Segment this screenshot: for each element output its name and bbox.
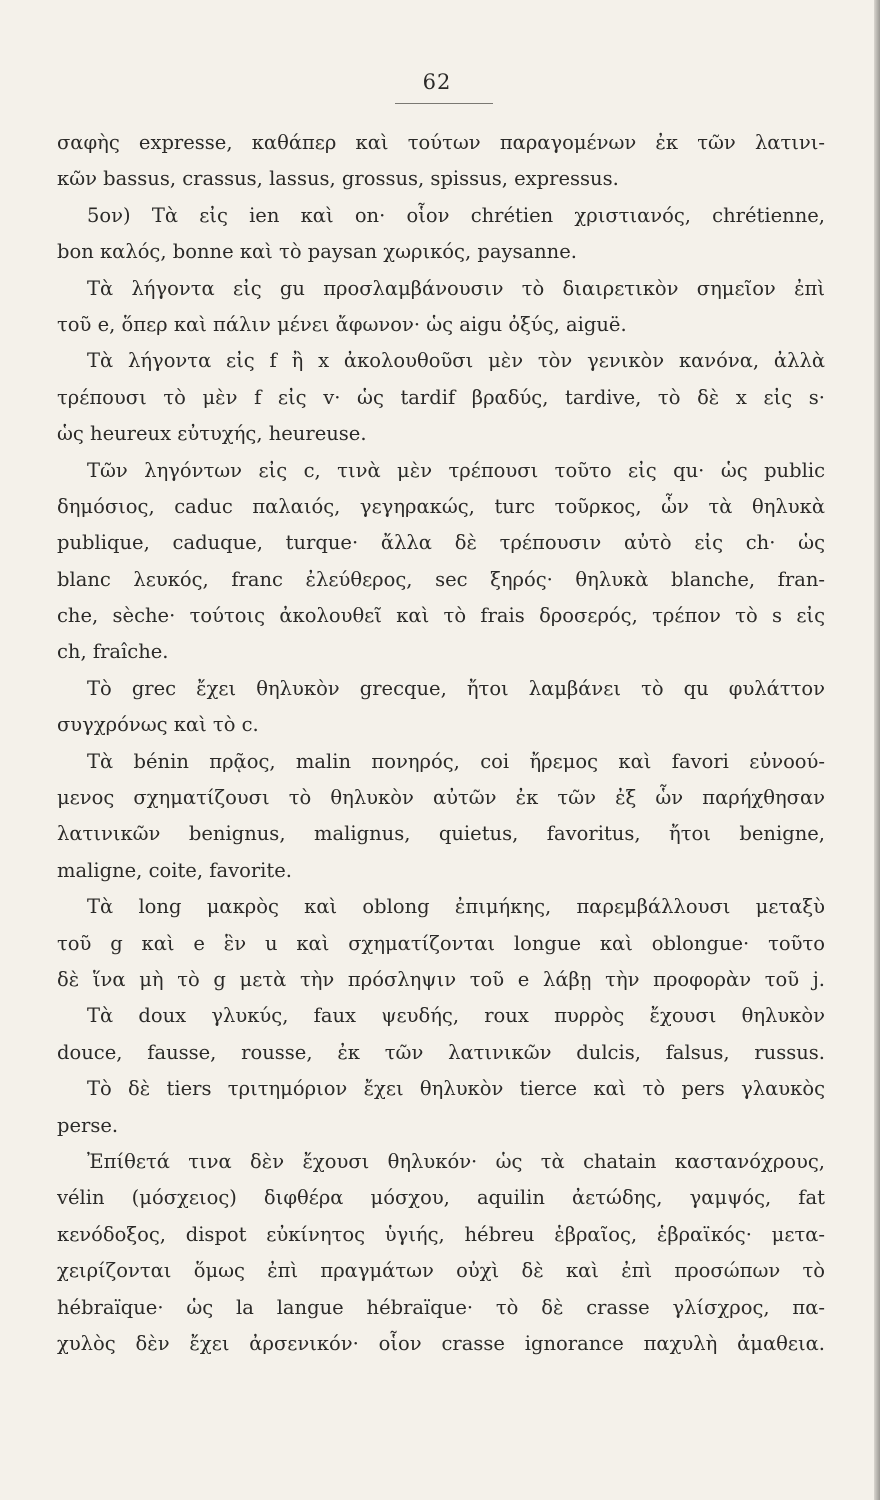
page-edge-shadow: [874, 0, 880, 1500]
text-line: λατινικῶν benignus, malignus, quietus, favoritus, ἤτοι benigne,: [57, 822, 825, 846]
text-line: Τῶν ληγόντων εἰς c, τινὰ μὲν τρέπουσι τοῦτο εἰς qu· ὡς public: [87, 458, 825, 482]
text-line: bon καλός, bonne καὶ τὸ paysan χωρικός, paysanne.: [57, 240, 577, 264]
text-line: Τὸ grec ἔχει θηλυκὸν grecque, ἤτοι λαμβάνει τὸ qu φυλάττον: [87, 676, 825, 700]
text-line: perse.: [57, 1113, 119, 1137]
text-line: χυλὸς δὲν ἔχει ἀρσενικόν· οἷον crasse ignorance παχυλὴ ἀμαθεια.: [57, 1331, 825, 1355]
text-line: ὡς heureux εὐτυχής, heureuse.: [57, 422, 367, 446]
body-text: [57, 125, 825, 1362]
text-line: 5ον) Τὰ εἰς ien καὶ on· οἷον chrétien χριστιανός, chrétienne,: [87, 203, 825, 227]
text-line: μενος σχηματίζουσι τὸ θηλυκὸν αὐτῶν ἐκ τῶν ἐξ ὧν παρήχθησαν: [57, 786, 825, 810]
text-line: χειρίζονται ὅμως ἐπὶ πραγμάτων οὐχὶ δὲ καὶ ἐπὶ προσώπων τὸ: [57, 1259, 825, 1283]
text-line: douce, fausse, rousse, ἐκ τῶν λατινικῶν dulcis, falsus, russus.: [57, 1040, 825, 1064]
text-line: Τὰ bénin πρᾷος, malin πονηρός, coi ἤρεμος καὶ favori εὐνοού-: [87, 749, 825, 773]
text-line: che, sèche· τούτοις ἀκολουθεῖ καὶ τὸ frais δροσερός, τρέπον τὸ s εἰς: [57, 604, 825, 628]
text-line: Τὰ λήγοντα εἰς f ἢ x ἀκολουθοῦσι μὲν τὸν γενικὸν κανόνα, ἀλλὰ: [87, 349, 825, 373]
text-line: blanc λευκός, franc ἐλεύθερος, sec ξηρός· θηλυκὰ blanche, fran-: [57, 567, 825, 591]
text-line: Τὰ long μακρὸς καὶ oblong ἐπιμήκης, παρεμβάλλουσι μεταξὺ: [87, 895, 825, 919]
text-line: ch, fraîche.: [57, 640, 169, 664]
text-line: Τὰ λήγοντα εἰς gu προσλαμβάνουσιν τὸ διαιρετικὸν σημεῖον ἐπὶ: [87, 276, 825, 300]
text-line: δημόσιος, caduc παλαιός, γεγηρακώς, turc τοῦρκος, ὧν τὰ θηλυκὰ: [57, 494, 825, 518]
text-line: Ἐπίθετά τινα δὲν ἔχουσι θηλυκόν· ὡς τὰ chatain καστανόχρους,: [87, 1149, 825, 1173]
text-line: maligne, coite, favorite.: [57, 858, 292, 882]
text-line: vélin (μόσχειος) διφθέρα μόσχου, aquilin ἀετώδης, γαμψός, fat: [57, 1186, 825, 1210]
text-line: κῶν bassus, crassus, lassus, grossus, spissus, expressus.: [57, 167, 619, 191]
page-number: 62: [422, 70, 452, 94]
text-line: τοῦ g καὶ e ἓν u καὶ σχηματίζονται longue καὶ oblongue· τοῦτο: [57, 931, 825, 955]
text-line: Τὰ doux γλυκύς, faux ψευδής, roux πυρρὸς ἔχουσι θηλυκὸν: [87, 1004, 825, 1028]
text-line: Τὸ δὲ tiers τριτημόριον ἔχει θηλυκὸν tierce καὶ τὸ pers γλαυκὸς: [87, 1077, 825, 1101]
text-line: τοῦ e, ὅπερ καὶ πάλιν μένει ἄφωνον· ὡς aigu ὀξύς, aiguë.: [57, 312, 627, 336]
text-line: συγχρόνως καὶ τὸ c.: [57, 713, 259, 737]
text-line: τρέπουσι τὸ μὲν f εἰς v· ὡς tardif βραδύς, tardive, τὸ δὲ x εἰς s·: [57, 385, 825, 409]
text-line: δὲ ἵνα μὴ τὸ g μετὰ τὴν πρόσληψιν τοῦ e λάβῃ τὴν προφορὰν τοῦ j.: [57, 967, 825, 991]
text-line: hébraïque· ὡς la langue hébraïque· τὸ δὲ crasse γλίσχρος, πα-: [57, 1295, 825, 1319]
text-line: κενόδοξος, dispot εὐκίνητος ὑγιής, hébreu ἑβραῖος, ἑβραϊκός· μετα-: [57, 1222, 825, 1246]
text-line: publique, caduque, turque· ἄλλα δὲ τρέπουσιν αὐτὸ εἰς ch· ὡς: [57, 531, 825, 555]
text-line: σαφὴς expresse, καθάπερ καὶ τούτων παραγομένων ἐκ τῶν λατινι-: [57, 131, 825, 154]
page-number-rule: [395, 103, 493, 104]
